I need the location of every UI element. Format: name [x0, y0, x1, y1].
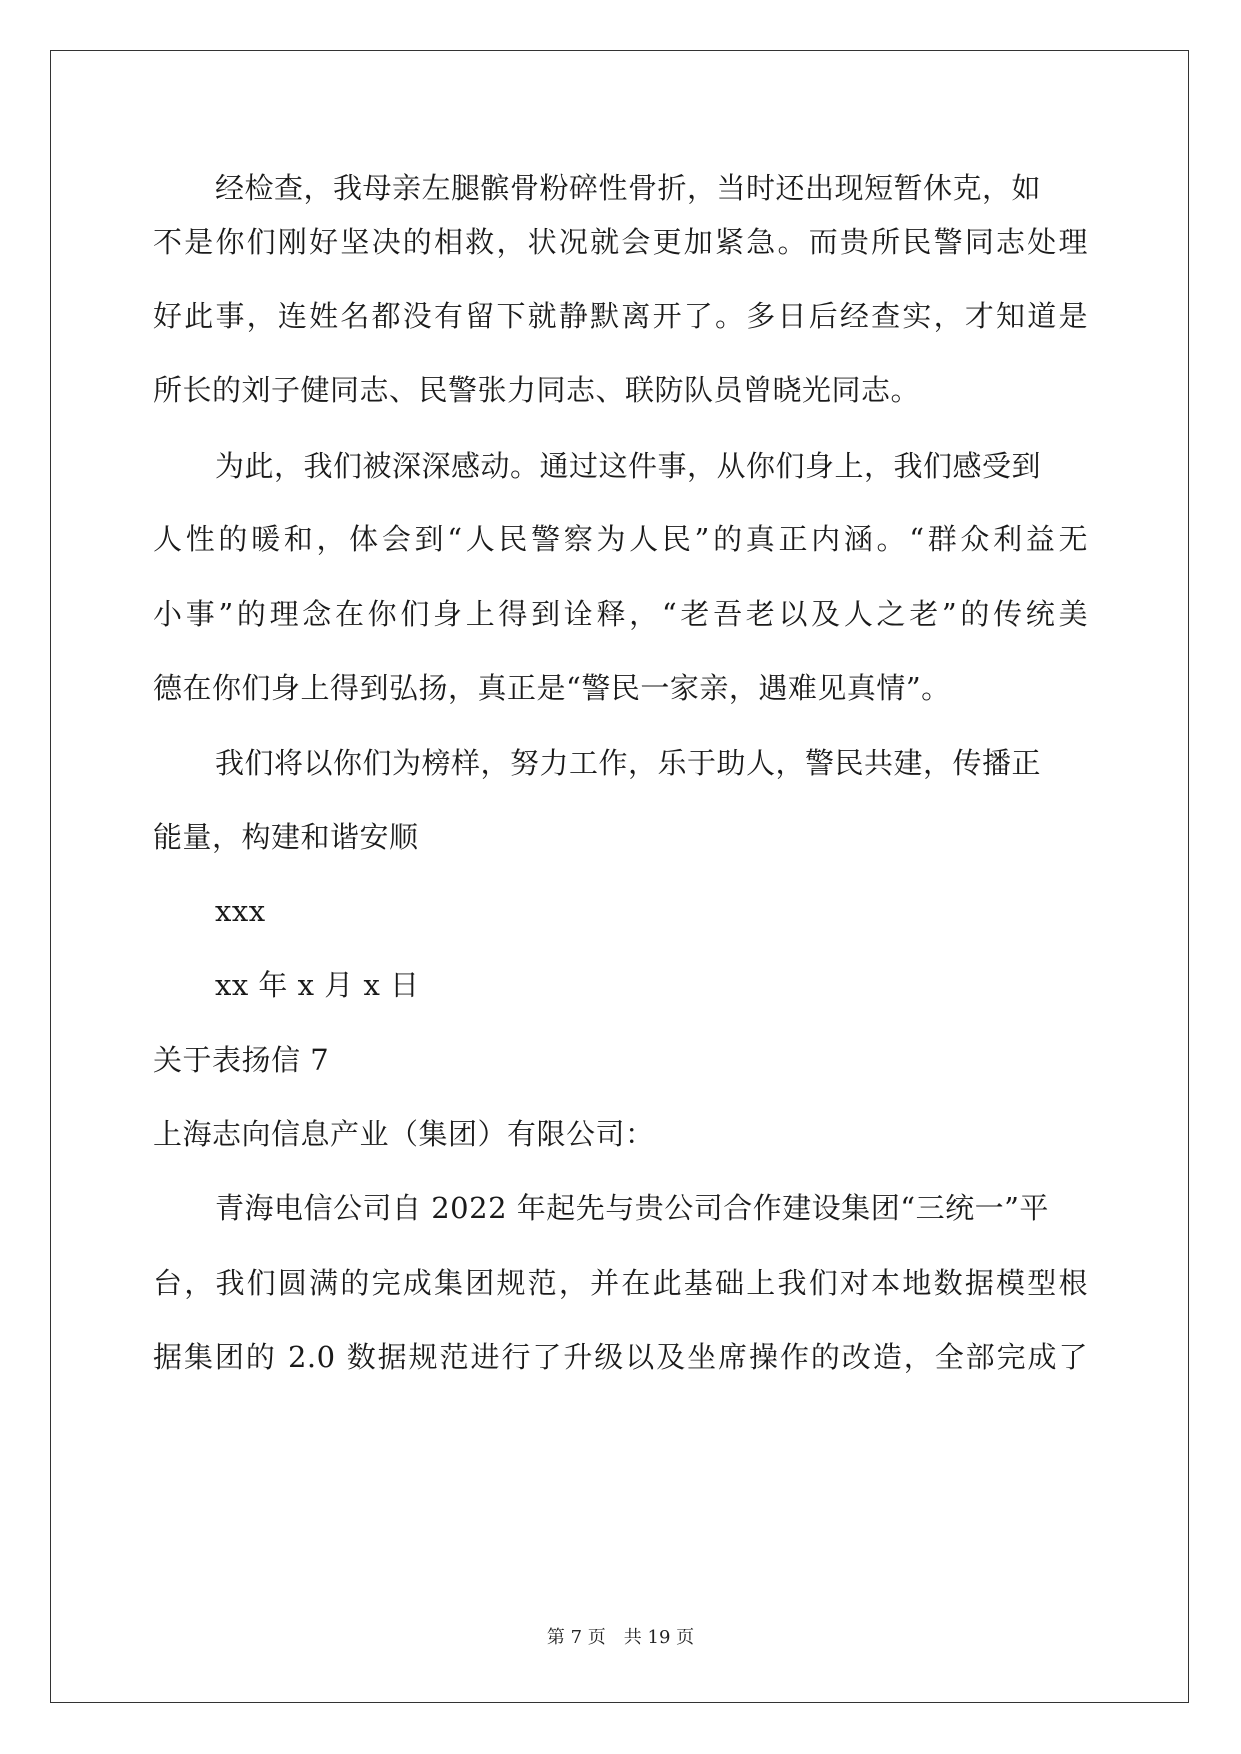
paragraph-line: 小事”的理念在你们身上得到诠释，“老吾老以及人之老”的传统美: [153, 597, 1088, 631]
page-footer: 第 7 页 共 19 页: [546, 1627, 695, 1648]
paragraph-line: 经检查，我母亲左腿髌骨粉碎性骨折，当时还出现短暂休克，如: [215, 171, 1042, 205]
paragraph-line: 不是你们刚好坚决的相救，状况就会更加紧急。而贵所民警同志处理: [153, 225, 1088, 259]
paragraph-line: 我们将以你们为榜样，努力工作，乐于助人，警民共建，传播正: [215, 746, 1042, 780]
paragraph-line: 据集团的 2.0 数据规范进行了升级以及坐席操作的改造，全部完成了: [153, 1340, 1088, 1374]
paragraph-line: 好此事，连姓名都没有留下就静默离开了。多日后经查实，才知道是: [153, 299, 1088, 333]
paragraph-line: 能量，构建和谐安顺: [153, 820, 419, 854]
paragraph-line: 台，我们圆满的完成集团规范，并在此基础上我们对本地数据模型根: [153, 1266, 1088, 1300]
salutation: 上海志向信息产业（集团）有限公司：: [153, 1117, 655, 1151]
paragraph-line: 所长的刘子健同志、民警张力同志、联防队员曾晓光同志。: [153, 373, 921, 407]
paragraph-line: 为此，我们被深深感动。通过这件事，从你们身上，我们感受到: [215, 449, 1042, 483]
section-title: 关于表扬信 7: [153, 1043, 330, 1077]
paragraph-line: 德在你们身上得到弘扬，真正是“警民一家亲，遇难见真情”。: [153, 671, 951, 705]
signature-name: xxx: [215, 894, 266, 928]
paragraph-line: 青海电信公司自 2022 年起先与贵公司合作建设集团“三统一”平: [215, 1191, 1049, 1225]
signature-date: xx 年 x 月 x 日: [215, 968, 420, 1002]
paragraph-line: 人性的暖和，体会到“人民警察为人民”的真正内涵。“群众利益无: [153, 522, 1088, 556]
